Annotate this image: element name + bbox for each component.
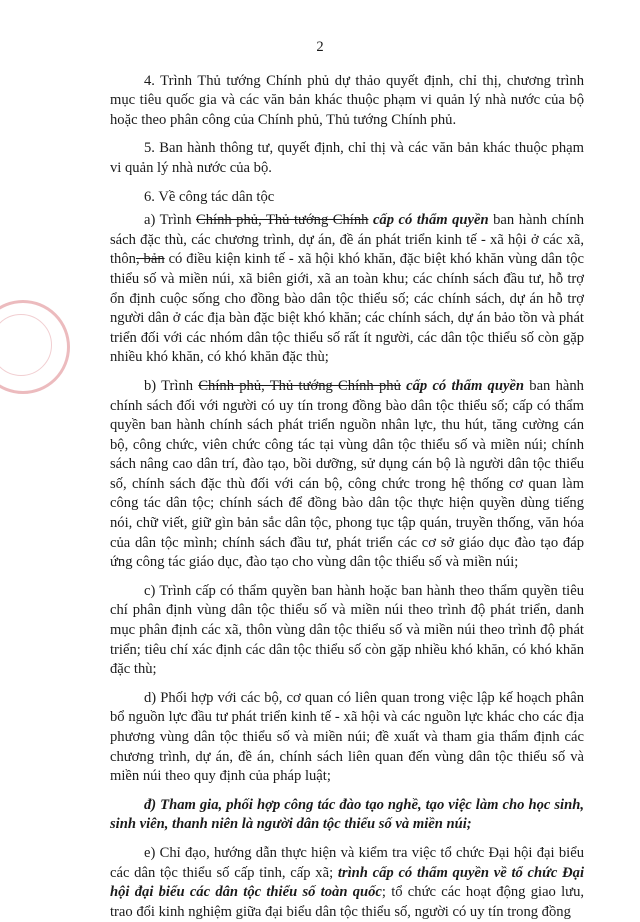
clause-e <box>110 844 584 922</box>
paragraph-5: 5. Ban hành thông tư, quyết định, chỉ thị và các văn bản khác thuộc phạm vi quản lý nhà nước của bộ. <box>110 140 584 176</box>
clause-e-rest: ; tổ chức các hoạt động giao lưu, trao đổi kinh nghiệm giữa đại biểu dân tộc thiểu số, người có uy tín trong đồng <box>110 884 585 920</box>
section-heading-ethnic-affairs: 6. Về công tác dân tộc <box>144 188 275 205</box>
clause-b-added-text: cấp có thẩm quyền <box>400 377 525 394</box>
clause-a <box>110 211 584 368</box>
clause-a-mid: ban hành chính sách đặc thù, các chương trình, dự án, đề án phát triển kinh tế - xã hội ở các xã, thôn <box>110 212 585 268</box>
clause-b-pre: b) Trình <box>144 377 199 394</box>
clause-a-struck-text: Chính phủ, Thủ tướng Chính <box>196 212 369 229</box>
clause-a-struck-text-2: , bản <box>135 251 165 268</box>
clause-dd: đ) Tham gia, phối hợp công tác đào tạo nghề, tạo việc làm cho học sinh, sinh viên, thanh niên là người dân tộc thiểu số và miền núi; <box>110 796 584 833</box>
clause-a-added-text: cấp có thẩm quyền <box>368 212 489 229</box>
page-number: 2 <box>316 39 324 55</box>
clause-b-struck-text: Chính phủ, Thủ tướng Chính phủ <box>198 377 401 394</box>
clause-d: d) Phối hợp với các bộ, cơ quan có liên quan trong việc lập kế hoạch phân bổ nguồn lực đầu tư phát triển kinh tế - xã hội và các nguồn lực khác cho các địa phương vùng dân tộc thiểu số và miền núi; đề xuất và tham gia thẩm định các chương trình, dự án, đề án, chính sách liên quan đến vùng dân tộc thiểu số và miền núi theo quy định của pháp luật; <box>110 689 584 785</box>
paragraph-4: 4. Trình Thủ tướng Chính phủ dự thảo quyết định, chỉ thị, chương trình mục tiêu quốc gia và các văn bản khác thuộc phạm vi quản lý nhà nước của bộ hoặc theo phân công của Chính phủ, Thủ tướng Chính phủ. <box>110 72 584 128</box>
clause-b <box>110 377 584 573</box>
clause-e-pre: e) Chỉ đạo, hướng dẫn thực hiện và kiểm tra việc tổ chức Đại hội đại biểu các dân tộc thiểu số cấp tỉnh, cấp xã; <box>110 844 584 881</box>
clause-a-rest: có điều kiện kinh tế - xã hội khó khăn, đặc biệt khó khăn vùng dân tộc thiểu số và miền núi, xã biên giới, xã an toàn khu; các chính sách đầu tư, hỗ trợ ổn định cuộc sống cho đồng bào dân tộc thiểu số; các chính sách, dự án hỗ trợ người dân ở các địa bàn đặc biệt khó khăn; các chính sách, dự án bảo tồn và phát triển đối với các nhóm dân tộc thiểu số rất ít người, các dân tộc thiểu số còn gặp nhiều khó khăn, có khó khăn đặc thù; <box>110 251 584 366</box>
clause-a-pre: a) Trình <box>144 212 196 229</box>
clause-e-added-text: trình cấp có thẩm quyền về tổ chức Đại hội đại biểu các dân tộc thiểu số toàn quốc <box>110 864 585 901</box>
clause-b-rest: ban hành chính sách đối với người có uy tín trong đồng bào dân tộc thiểu số; cấp có thẩm quyền ban hành chính sách phát triển nguồn nhân lực, thu hút, tăng cường cán bộ, công chức, viên chức công tác tại vùng dân tộc thiểu số và miền núi; chính sách nâng cao dân trí, đào tạo, bồi dưỡng, sử dụng cán bộ là người dân tộc thiểu số, chính sách đặc thù đối với cán bộ, công chức trong hệ thống cơ quan làm công tác dân tộc; chính sách để đồng bào dân tộc thực hiện quyền dùng tiếng nói, chữ viết, giữ gìn bản sắc dân tộc, phong tục tập quán, truyền thống, văn hóa của dân tộc mình; chính sách đầu tư, phát triển các cơ sở giáo dục đào tạo đáp ứng công tác giáo dục, đào tạo cho vùng dân tộc thiểu số và miền núi; <box>110 377 584 571</box>
clause-c: c) Trình cấp có thẩm quyền ban hành hoặc ban hành theo thẩm quyền tiêu chí phân định vùng dân tộc thiểu số và miền núi theo trình độ phát triển, danh mục phân định các xã, thôn vùng dân tộc thiểu số và miền núi theo trình độ phát triển; tiêu chí xác định các dân tộc thiểu số còn gặp nhiều khó khăn, có khó khăn đặc thù; <box>110 582 584 678</box>
